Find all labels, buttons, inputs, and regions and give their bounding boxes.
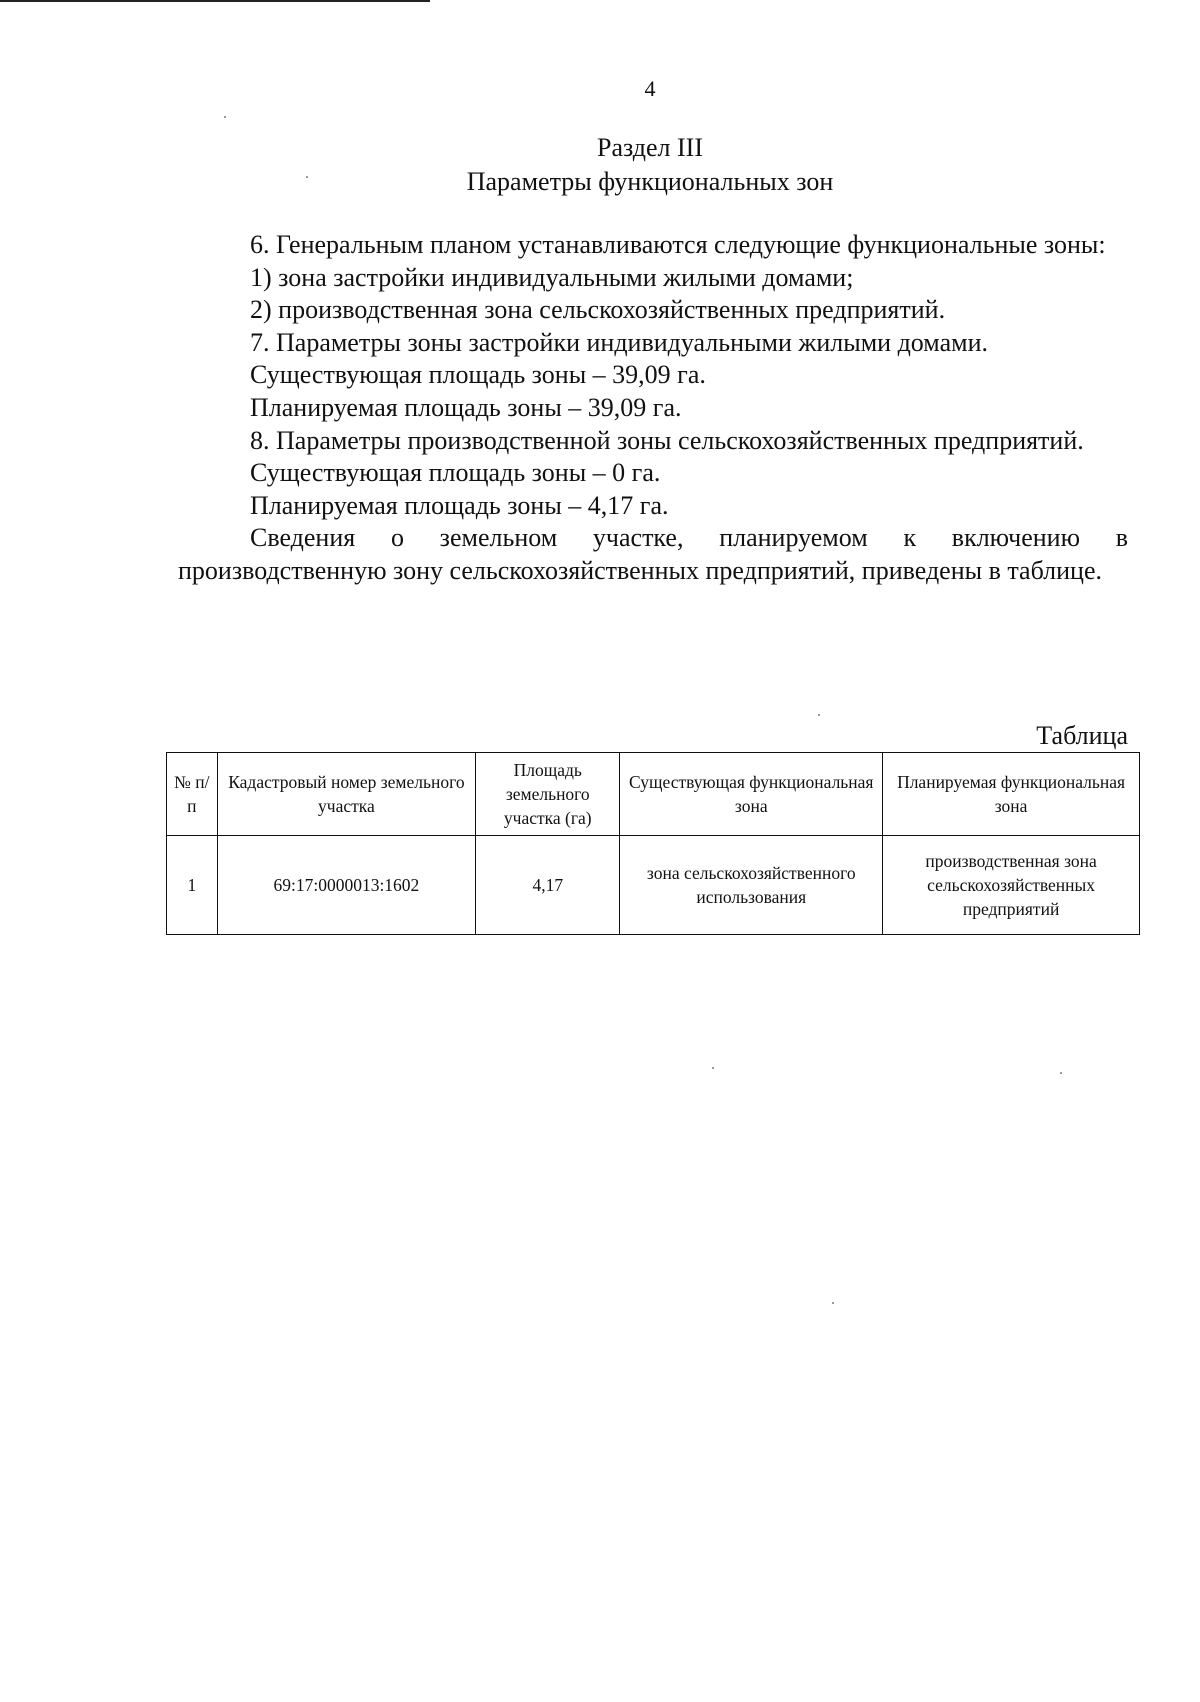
page-number: 4 bbox=[644, 76, 656, 101]
scan-speck bbox=[1060, 1072, 1062, 1074]
header-area: Площадь земельного участка (га) bbox=[476, 753, 620, 836]
cell-planned-zone: производственная зона сельскохозяйственных предприятий bbox=[883, 836, 1140, 935]
header-planned-zone: Планируемая функциональная зона bbox=[883, 753, 1140, 836]
paragraph-7-existing-area: Существующая площадь зоны – 39,09 га. bbox=[250, 360, 706, 390]
scan-speck bbox=[818, 714, 820, 716]
header-cadastral-number: Кадастровый номер земельного участка bbox=[217, 753, 475, 836]
cell-existing-zone: зона сельскохозяйственного использования bbox=[620, 836, 883, 935]
cell-cadastral-number: 69:17:0000013:1602 bbox=[217, 836, 475, 935]
scan-speck bbox=[224, 116, 226, 118]
header-number: № п/п bbox=[167, 753, 218, 836]
list-item-1: 1) зона застройки индивидуальными жилыми домами; bbox=[250, 262, 854, 292]
header-existing-zone: Существующая функциональная зона bbox=[620, 753, 883, 836]
paragraph-8-existing-area: Существующая площадь зоны – 0 га. bbox=[250, 458, 661, 488]
paragraph-7-planned-area: Планируемая площадь зоны – 39,09 га. bbox=[250, 392, 682, 422]
list-item-2: 2) производственная зона сельскохозяйственных предприятий. bbox=[250, 295, 946, 325]
table-row bbox=[167, 836, 1140, 935]
section-subtitle: Параметры функциональных зон bbox=[466, 167, 834, 196]
land-plot-table bbox=[166, 752, 1140, 935]
paragraph-8: 8. Параметры производственной зоны сельскохозяйственных предприятий. bbox=[250, 425, 1084, 455]
section-title: Раздел III bbox=[596, 133, 704, 162]
scan-speck bbox=[306, 176, 308, 178]
table-header-row bbox=[167, 753, 1140, 836]
scan-speck bbox=[712, 1067, 714, 1069]
cell-area: 4,17 bbox=[476, 836, 620, 935]
paragraph-7: 7. Параметры зоны застройки индивидуальными жилыми домами. bbox=[250, 327, 988, 357]
scan-speck bbox=[832, 1302, 834, 1304]
paragraph-table-info: Сведения о земельном участке, планируемом к включению в производственную зону сельскохозяйственных предприятий, приведены в таблице. bbox=[178, 523, 1128, 585]
paragraph-6: 6. Генеральным планом устанавливаются следующие функциональные зоны: bbox=[250, 230, 1106, 259]
top-edge-rule bbox=[0, 0, 430, 2]
table-caption: Таблица bbox=[1036, 721, 1128, 750]
cell-number: 1 bbox=[167, 836, 218, 935]
body-text bbox=[178, 229, 1128, 588]
paragraph-8-planned-area: Планируемая площадь зоны – 4,17 га. bbox=[250, 490, 669, 520]
